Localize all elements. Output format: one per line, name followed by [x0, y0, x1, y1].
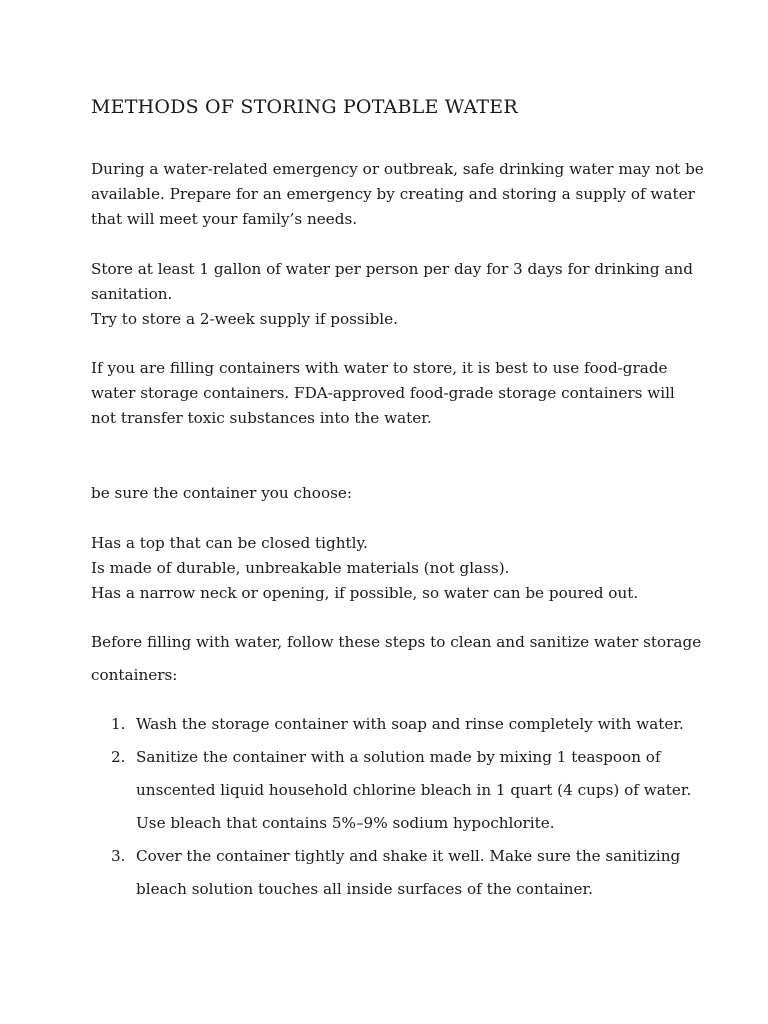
- store-line: Try to store a 2-week supply if possible.: [91, 310, 398, 328]
- requirement-item: Has a top that can be closed tightly.: [91, 534, 368, 552]
- choose-heading: be sure the container you choose:: [91, 484, 352, 502]
- intro-paragraph: [91, 157, 704, 232]
- filling-paragraph: [91, 356, 681, 431]
- intro-line: available. Prepare for an emergency by creating and storing a supply of water: [91, 185, 695, 203]
- step-number: 2.: [111, 748, 126, 766]
- store-line: Store at least 1 gallon of water per person per day for 3 days for drinking and: [91, 260, 693, 278]
- store-paragraph: [91, 257, 693, 332]
- requirement-item: Is made of durable, unbreakable materials (not glass).: [91, 559, 510, 577]
- step-number: 3.: [111, 847, 126, 865]
- before-filling-line: Before filling with water, follow these steps to clean and sanitize water storage: [91, 633, 702, 651]
- steps-list: [91, 708, 691, 906]
- step-item: [91, 708, 691, 741]
- intro-line: that will meet your family’s needs.: [91, 210, 358, 228]
- requirement-item: Has a narrow neck or opening, if possible, so water can be poured out.: [91, 584, 639, 602]
- step-line: Wash the storage container with soap and rinse completely with water.: [136, 715, 684, 733]
- requirements-list: [91, 531, 681, 606]
- store-line: sanitation.: [91, 285, 173, 303]
- step-line: Cover the container tightly and shake it well. Make sure the sanitizing: [136, 847, 681, 865]
- before-filling-paragraph: [91, 626, 702, 692]
- step-item: [91, 741, 691, 840]
- step-item: [91, 840, 691, 906]
- step-line: bleach solution touches all inside surfaces of the container.: [136, 880, 593, 898]
- step-number: 1.: [111, 715, 126, 733]
- step-line: unscented liquid household chlorine bleach in 1 quart (4 cups) of water.: [136, 781, 692, 799]
- filling-line: water storage containers. FDA-approved food-grade storage containers will: [91, 384, 675, 402]
- before-filling-line: containers:: [91, 666, 178, 684]
- step-line: Use bleach that contains 5%–9% sodium hypochlorite.: [136, 814, 555, 832]
- step-line: Sanitize the container with a solution made by mixing 1 teaspoon of: [136, 748, 661, 766]
- document-title: METHODS OF STORING POTABLE WATER: [91, 96, 518, 118]
- intro-line: During a water-related emergency or outbreak, safe drinking water may not be: [91, 160, 704, 178]
- filling-line: If you are filling containers with water to store, it is best to use food-grade: [91, 359, 668, 377]
- filling-line: not transfer toxic substances into the water.: [91, 409, 432, 427]
